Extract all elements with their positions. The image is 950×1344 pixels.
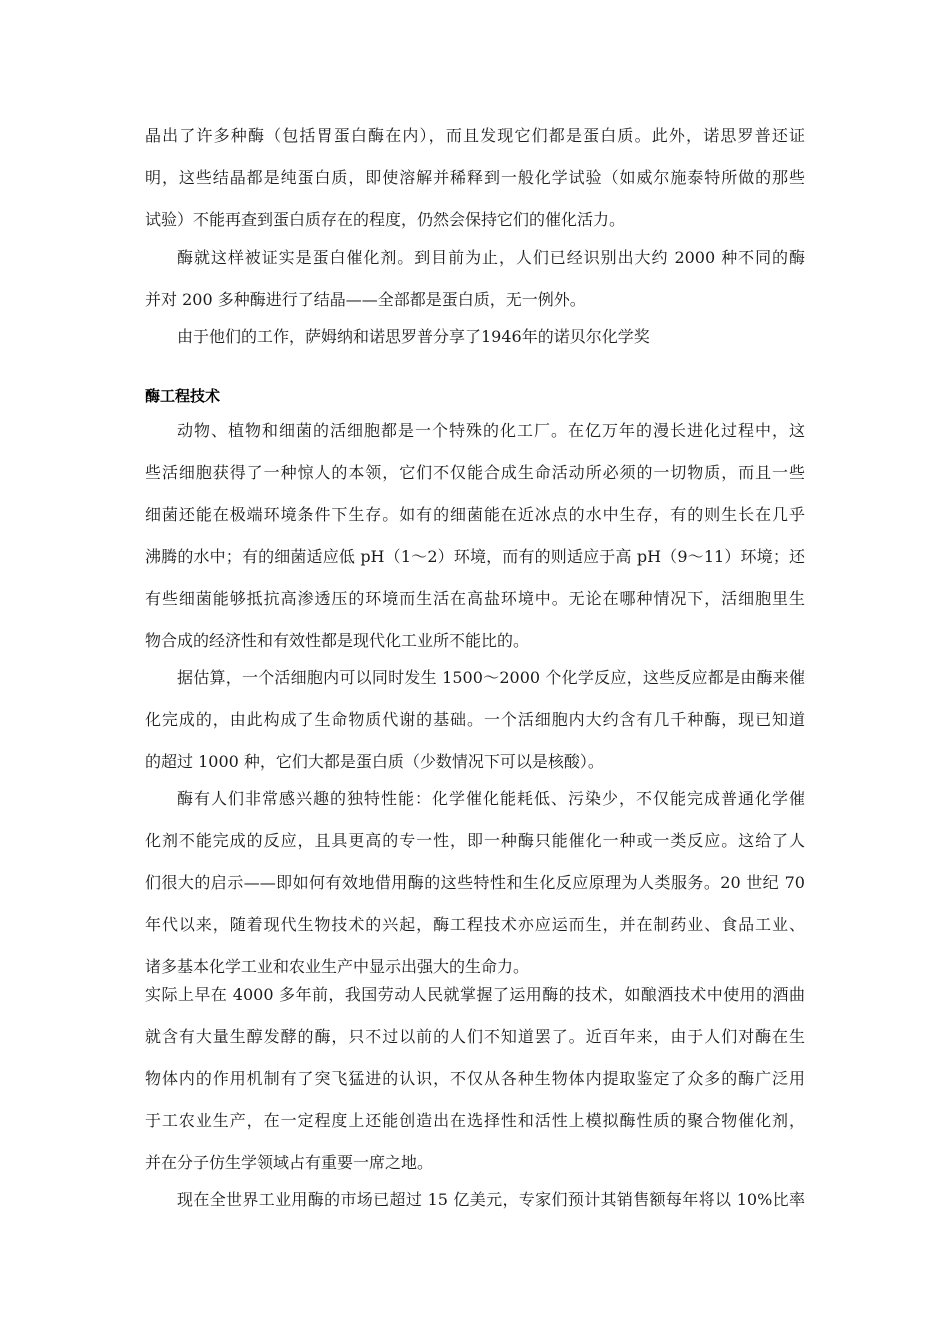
text-line: 于工农业生产，在一定程度上还能创造出在选择性和活性上模拟酶性质的聚合物催化剂，	[145, 1111, 805, 1130]
text-line: 晶出了许多种酶（包括胃蛋白酶在内），而且发现它们都是蛋白质。此外，诺思罗普还证	[145, 126, 805, 145]
text-line: 年代以来，随着现代生物技术的兴起，酶工程技术亦应运而生，并在制药业、食品工业、	[145, 915, 805, 934]
text-line: 物合成的经济性和有效性都是现代化工业所不能比的。	[145, 631, 530, 650]
text-line: 现在全世界工业用酶的市场已超过 15 亿美元，专家们预计其销售额每年将以 10%比率	[177, 1190, 805, 1209]
text-line: 并在分子仿生学领域占有重要一席之地。	[145, 1153, 434, 1172]
section-heading: 酶工程技术	[145, 387, 221, 405]
text-line: 有些细菌能够抵抗高渗透压的环境而生活在高盐环境中。无论在哪种情况下，活细胞里生	[145, 589, 805, 608]
text-line: 明，这些结晶都是纯蛋白质，即使溶解并稀释到一般化学试验（如威尔施泰特所做的那些	[145, 168, 805, 187]
text-line: 就含有大量生醇发酵的酶，只不过以前的人们不知道罢了。近百年来，由于人们对酶在生	[145, 1027, 805, 1046]
text-line: 并对 200 多种酶进行了结晶——全部都是蛋白质，无一例外。	[145, 290, 586, 309]
text-line: 化剂不能完成的反应，且具更高的专一性，即一种酶只能催化一种或一类反应。这给了人	[145, 831, 805, 850]
text-line: 些活细胞获得了一种惊人的本领，它们不仅能合成生命活动所必须的一切物质，而且一些	[145, 463, 805, 482]
text-line: 动物、植物和细菌的活细胞都是一个特殊的化工厂。在亿万年的漫长进化过程中，这	[177, 421, 805, 440]
text-line: 据估算，一个活细胞内可以同时发生 1500～2000 个化学反应，这些反应都是由酶来催	[177, 668, 805, 687]
text-line: 物体内的作用机制有了突飞猛进的认识，不仅从各种生物体内提取鉴定了众多的酶广泛用	[145, 1069, 805, 1088]
text-line: 的超过 1000 种，它们大都是蛋白质（少数情况下可以是核酸）。	[145, 752, 604, 771]
text-line: 实际上早在 4000 多年前，我国劳动人民就掌握了运用酶的技术，如酿酒技术中使用的酒曲	[145, 985, 805, 1004]
text-line: 酶就这样被证实是蛋白催化剂。到目前为止，人们已经识别出大约 2000 种不同的酶	[177, 248, 805, 267]
text-line: 由于他们的工作，萨姆纳和诺思罗普分享了1946年的诺贝尔化学奖	[177, 327, 650, 346]
text-line: 细菌还能在极端环境条件下生存。如有的细菌能在近冰点的水中生存，有的则生长在几乎	[145, 505, 805, 524]
text-line: 试验）不能再查到蛋白质存在的程度，仍然会保持它们的催化活力。	[145, 210, 626, 229]
text-line: 们很大的启示——即如何有效地借用酶的这些特性和生化反应原理为人类服务。20 世纪 70	[145, 873, 805, 892]
text-line: 诸多基本化学工业和农业生产中显示出强大的生命力。	[145, 957, 530, 976]
text-line: 沸腾的水中；有的细菌适应低 pH（1～2）环境，而有的则适应于高 pH（9～11）环境；还	[145, 547, 805, 566]
text-line: 酶有人们非常感兴趣的独特性能：化学催化能耗低、污染少，不仅能完成普通化学催	[177, 789, 805, 808]
text-line: 化完成的，由此构成了生命物质代谢的基础。一个活细胞内大约含有几千种酶，现已知道	[145, 710, 805, 729]
